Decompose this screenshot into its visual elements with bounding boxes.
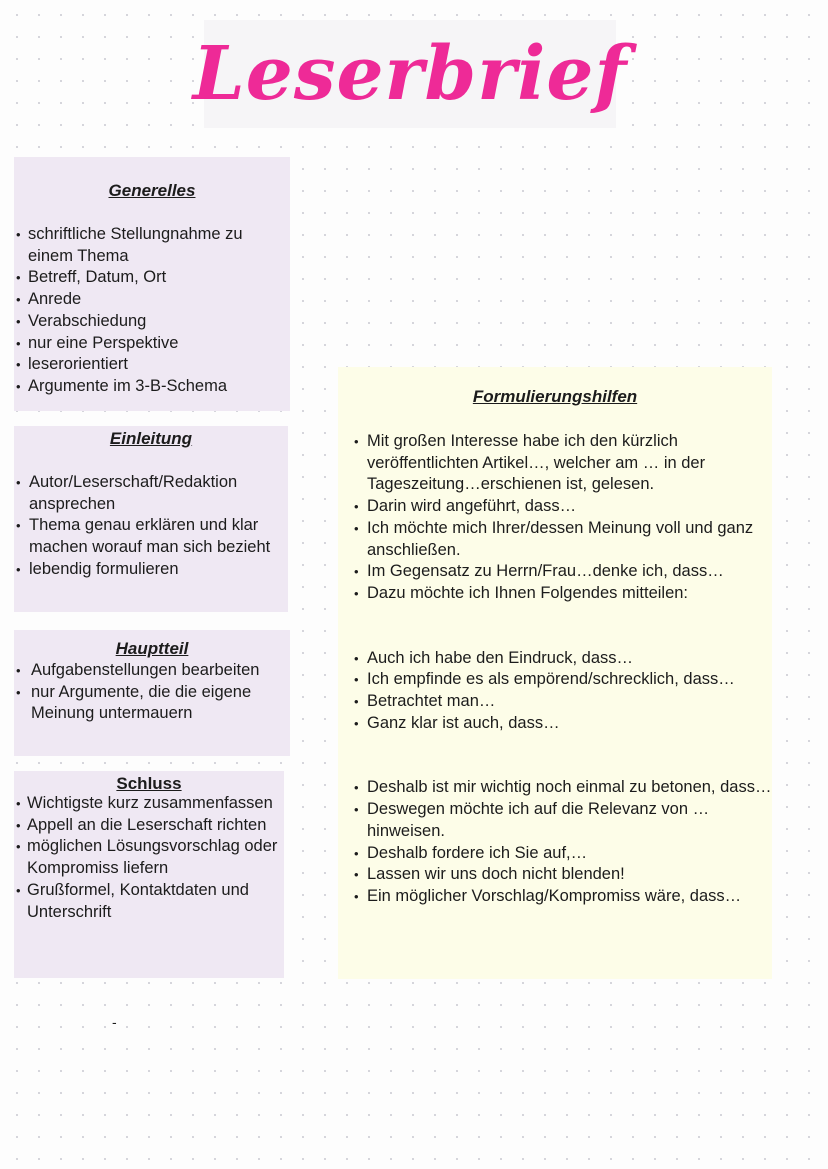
list-item: • Ich empfinde es als empörend/schrecklich, dass… [338, 669, 772, 691]
list-item: • Aufgabenstellungen bearbeiten [14, 660, 290, 682]
list-item: • leserorientiert [14, 354, 290, 376]
list-item: • Ein möglicher Vorschlag/Kompromiss wäre, dass… [338, 886, 772, 908]
list-item: • Ganz klar ist auch, dass… [338, 713, 772, 735]
phrases-hauptteil-list [338, 648, 772, 735]
generelles-card [14, 157, 290, 411]
list-item: • Grußformel, Kontaktdaten und Unterschrift [14, 880, 284, 923]
schluss-heading: Schluss [116, 774, 182, 793]
list-item: • Mit großen Interesse habe ich den kürzlich veröffentlichten Artikel…, welcher am … in der Tageszeitung…erschienen ist, gelesen. [338, 431, 772, 496]
einleitung-list [14, 472, 288, 581]
list-item: • nur eine Perspektive [14, 333, 290, 355]
hauptteil-list [14, 660, 290, 725]
einleitung-heading: Einleitung [109, 429, 193, 448]
list-item: • Deswegen möchte ich auf die Relevanz von … hinweisen. [338, 799, 772, 842]
list-item: • Betrachtet man… [338, 691, 772, 713]
list-item: • Deshalb fordere ich Sie auf,… [338, 843, 772, 865]
list-item: • Appell an die Leserschaft richten [14, 815, 284, 837]
list-item: • Ich möchte mich Ihrer/dessen Meinung voll und ganz anschließen. [338, 518, 772, 561]
list-item: • Im Gegensatz zu Herrn/Frau…denke ich, dass… [338, 561, 772, 583]
title-banner [192, 20, 628, 128]
phrases-einleitung-list [338, 431, 772, 605]
list-item: • Dazu möchte ich Ihnen Folgendes mitteilen: [338, 583, 772, 605]
hauptteil-card [14, 630, 290, 756]
list-item: • Betreff, Datum, Ort [14, 267, 290, 289]
list-item: • nur Argumente, die die eigene Meinung untermauern [14, 682, 290, 725]
generelles-heading: Generelles [108, 181, 196, 200]
list-item: • Lassen wir uns doch nicht blenden! [338, 864, 772, 886]
schluss-card [14, 771, 284, 978]
list-item: • Thema genau erklären und klar machen worauf man sich bezieht [14, 515, 288, 558]
einleitung-card [14, 426, 288, 612]
list-item: • Verabschiedung [14, 311, 290, 333]
list-item: • Anrede [14, 289, 290, 311]
list-item: • schriftliche Stellungnahme zu einem Thema [14, 224, 290, 267]
list-item: • Deshalb ist mir wichtig noch einmal zu betonen, dass… [338, 777, 772, 799]
formulierungshilfen-heading: Formulierungshilfen [472, 387, 638, 406]
list-item: • Darin wird angeführt, dass… [338, 496, 772, 518]
schluss-list [14, 793, 284, 923]
list-item: • Argumente im 3-B-Schema [14, 376, 290, 398]
generelles-list [14, 224, 290, 398]
hauptteil-heading: Hauptteil [115, 639, 189, 658]
list-item: • Autor/Leserschaft/Redaktion ansprechen [14, 472, 288, 515]
list-item: • lebendig formulieren [14, 559, 288, 581]
formulierungshilfen-card [338, 367, 772, 979]
page-title: Leserbrief [192, 31, 628, 117]
list-item: • möglichen Lösungsvorschlag oder Kompromiss liefern [14, 836, 284, 879]
stray-dash-mark: - [112, 1014, 117, 1030]
phrases-schluss-list [338, 777, 772, 907]
list-item: • Auch ich habe den Eindruck, dass… [338, 648, 772, 670]
list-item: • Wichtigste kurz zusammenfassen [14, 793, 284, 815]
